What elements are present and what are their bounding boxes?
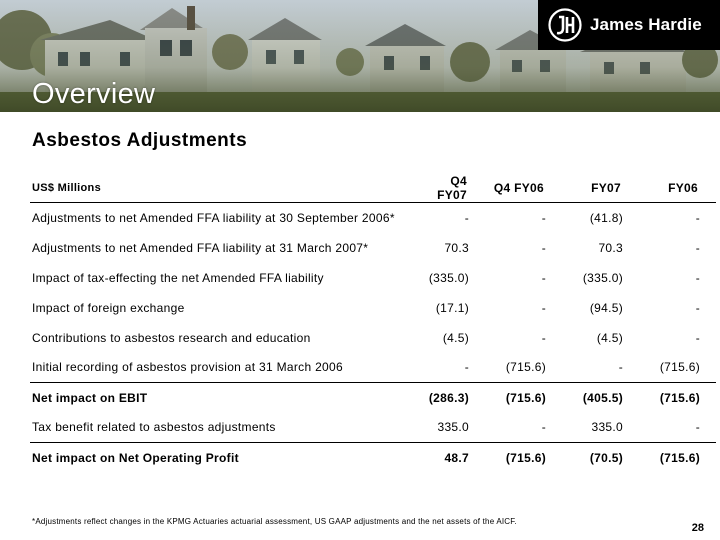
cell-fy06: - — [695, 270, 700, 285]
cell-q4-fy06: - — [541, 300, 546, 315]
cell-fy06: (715.6) — [659, 360, 700, 375]
cell-fy07: 70.3 — [598, 240, 623, 255]
table-header-row — [30, 174, 716, 203]
cell-q4-fy06: (715.6) — [505, 360, 546, 375]
table-row — [30, 293, 716, 323]
table-row — [30, 353, 716, 383]
asbestos-adjustments-table — [30, 174, 716, 473]
cell-fy06: - — [695, 210, 700, 225]
cell-q4-fy07: 335.0 — [437, 420, 469, 435]
cell-q4-fy07: - — [464, 360, 469, 375]
table-row — [30, 323, 716, 353]
row-label: Contributions to asbestos research and education — [32, 330, 311, 345]
cell-fy06: (715.6) — [639, 443, 716, 473]
footnote: *Adjustments reflect changes in the KPMG Actuaries actuarial assessment, US GAAP adjustments and the net assets of the AICF. — [32, 517, 517, 526]
cell-fy07: (4.5) — [596, 330, 623, 345]
cell-q4-fy07: (335.0) — [428, 270, 469, 285]
cell-q4-fy07: (4.5) — [442, 330, 469, 345]
cell-q4-fy06: - — [541, 330, 546, 345]
row-label: Net impact on EBIT — [30, 383, 419, 413]
table-row — [30, 233, 716, 263]
cell-fy06: - — [695, 330, 700, 345]
table-row — [30, 203, 716, 233]
cell-fy07: - — [618, 360, 623, 375]
column-header-q4-fy06: Q4 FY06 — [493, 181, 544, 195]
cell-fy07: 335.0 — [591, 420, 623, 435]
row-label: Tax benefit related to asbestos adjustments — [32, 420, 276, 435]
cell-fy06: - — [695, 240, 700, 255]
cell-fy06: - — [695, 420, 700, 435]
cell-q4-fy07: - — [464, 210, 469, 225]
section-title: Asbestos Adjustments — [32, 130, 248, 151]
table-row-total-ebit — [30, 383, 716, 413]
table-row-total-nop — [30, 443, 716, 473]
cell-q4-fy06: (715.6) — [485, 383, 562, 413]
cell-q4-fy06: - — [541, 420, 546, 435]
page-number: 28 — [691, 522, 704, 534]
cell-fy07: (405.5) — [562, 383, 639, 413]
cell-q4-fy06: (715.6) — [485, 443, 562, 473]
row-label: Impact of foreign exchange — [32, 300, 185, 315]
table-row — [30, 263, 716, 293]
row-label: Impact of tax-effecting the net Amended FFA liability — [32, 270, 324, 285]
cell-fy07: (41.8) — [589, 210, 623, 225]
cell-q4-fy06: - — [541, 270, 546, 285]
cell-fy07: (335.0) — [582, 270, 623, 285]
jh-logo-icon — [548, 8, 582, 42]
page-title: Overview — [32, 78, 156, 110]
cell-q4-fy06: - — [541, 210, 546, 225]
cell-fy06: - — [695, 300, 700, 315]
row-label: Initial recording of asbestos provision at 31 March 2006 — [32, 360, 343, 375]
cell-fy07: (94.5) — [589, 300, 623, 315]
table-row — [30, 413, 716, 443]
column-header-fy07: FY07 — [591, 181, 621, 195]
column-header-fy06: FY06 — [668, 181, 698, 195]
cell-q4-fy06: - — [541, 240, 546, 255]
cell-q4-fy07: (286.3) — [419, 383, 485, 413]
row-label: Net impact on Net Operating Profit — [30, 443, 419, 473]
cell-q4-fy07: 48.7 — [419, 443, 485, 473]
cell-q4-fy07: 70.3 — [444, 240, 469, 255]
column-header-units: US$ Millions — [32, 182, 101, 194]
logo-wordmark: James Hardie — [590, 15, 702, 34]
cell-fy06: (715.6) — [639, 383, 716, 413]
cell-fy07: (70.5) — [562, 443, 639, 473]
row-label: Adjustments to net Amended FFA liability at 31 March 2007* — [32, 240, 369, 255]
row-label: Adjustments to net Amended FFA liability at 30 September 2006* — [32, 210, 395, 225]
company-logo — [538, 0, 720, 50]
cell-q4-fy07: (17.1) — [435, 300, 469, 315]
column-header-q4-fy07: Q4 FY07 — [437, 174, 467, 202]
